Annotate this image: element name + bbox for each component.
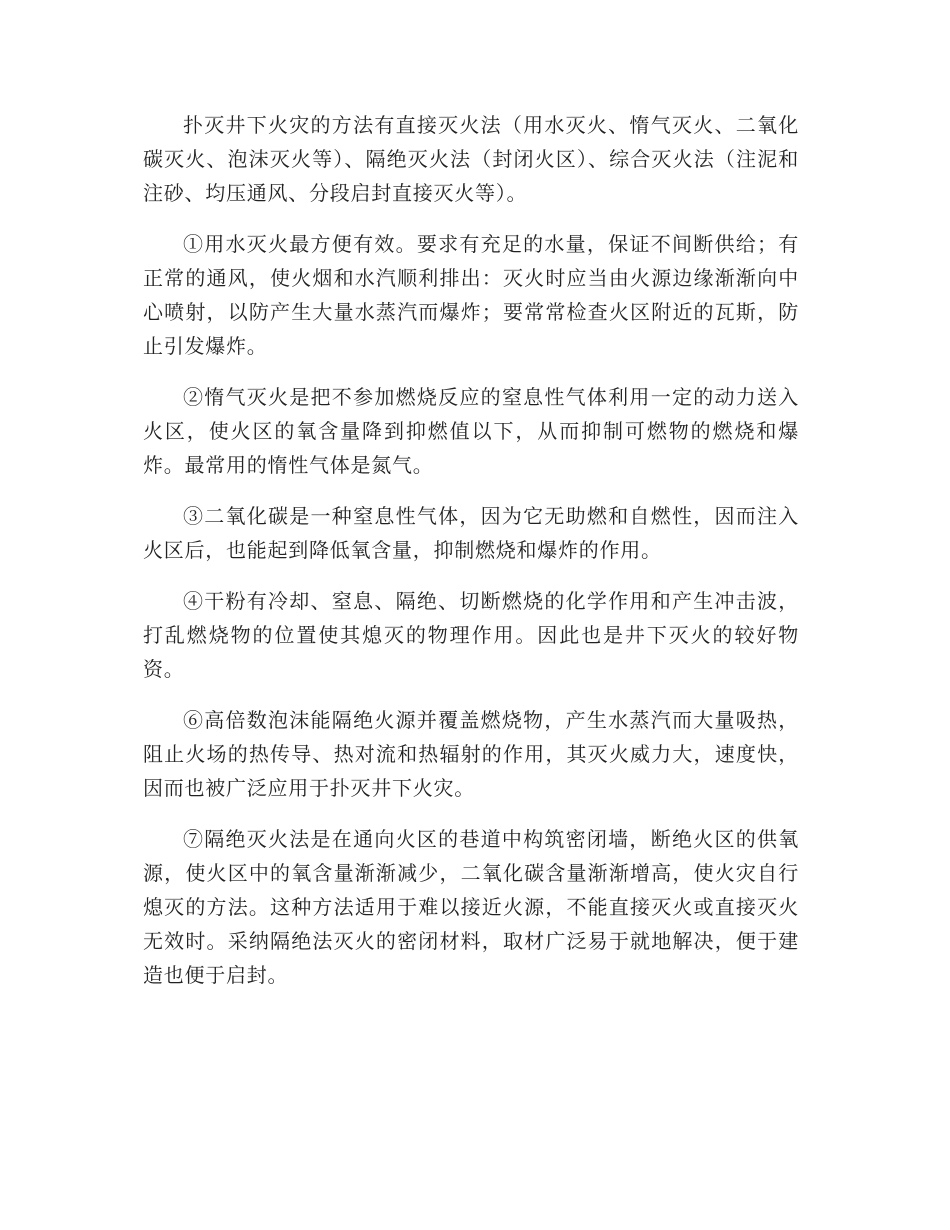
document-body [143,108,799,1009]
high-expansion-foam-paragraph: ⑥高倍数泡沫能隔绝火源并覆盖燃烧物，产生水蒸汽而大量吸热，阻止火场的热传导、热对流和热辐射的作用，其灭火威力大，速度快，因而也被广泛应用于扑灭井下火灾。 [143,708,799,800]
isolation-method-paragraph: ⑦隔绝灭火法是在通向火区的巷道中构筑密闭墙，断绝火区的供氧源，使火区中的氧含量渐渐减少，二氧化碳含量渐渐增高，使火灾自行熄灭的方法。这种方法适用于难以接近火源，不能直接灭火或直接灭火无效时。采纳隔绝法灭火的密闭材料，取材广泛易于就地解决，便于建造也便于启封。 [143,827,799,987]
dry-powder-paragraph: ④干粉有冷却、窒息、隔绝、切断燃烧的化学作用和产生冲击波，打乱燃烧物的位置使其熄灭的物理作用。因此也是井下灭火的较好物资。 [143,589,799,681]
carbon-dioxide-paragraph: ③二氧化碳是一种窒息性气体，因为它无助燃和自燃性，因而注入火区后，也能起到降低氧含量，抑制燃烧和爆炸的作用。 [143,504,799,562]
inert-gas-paragraph: ②惰气灭火是把不参加燃烧反应的窒息性气体利用一定的动力送入火区，使火区的氧含量降到抑燃值以下，从而抑制可燃物的燃烧和爆炸。最常用的惰性气体是氮气。 [143,385,799,477]
water-extinguishing-paragraph: ①用水灭火最方便有效。要求有充足的水量，保证不间断供给；有正常的通风，使火烟和水汽顺利排出：灭火时应当由火源边缘渐渐向中心喷射，以防产生大量水蒸汽而爆炸；要常常检查火区附近的瓦斯，防止引发爆炸。 [143,232,799,358]
intro-paragraph: 扑灭井下火灾的方法有直接灭火法（用水灭火、惰气灭火、二氧化碳灭火、泡沫灭火等）、隔绝灭火法（封闭火区）、综合灭火法（注泥和注砂、均压通风、分段启封直接灭火等）。 [143,113,799,205]
